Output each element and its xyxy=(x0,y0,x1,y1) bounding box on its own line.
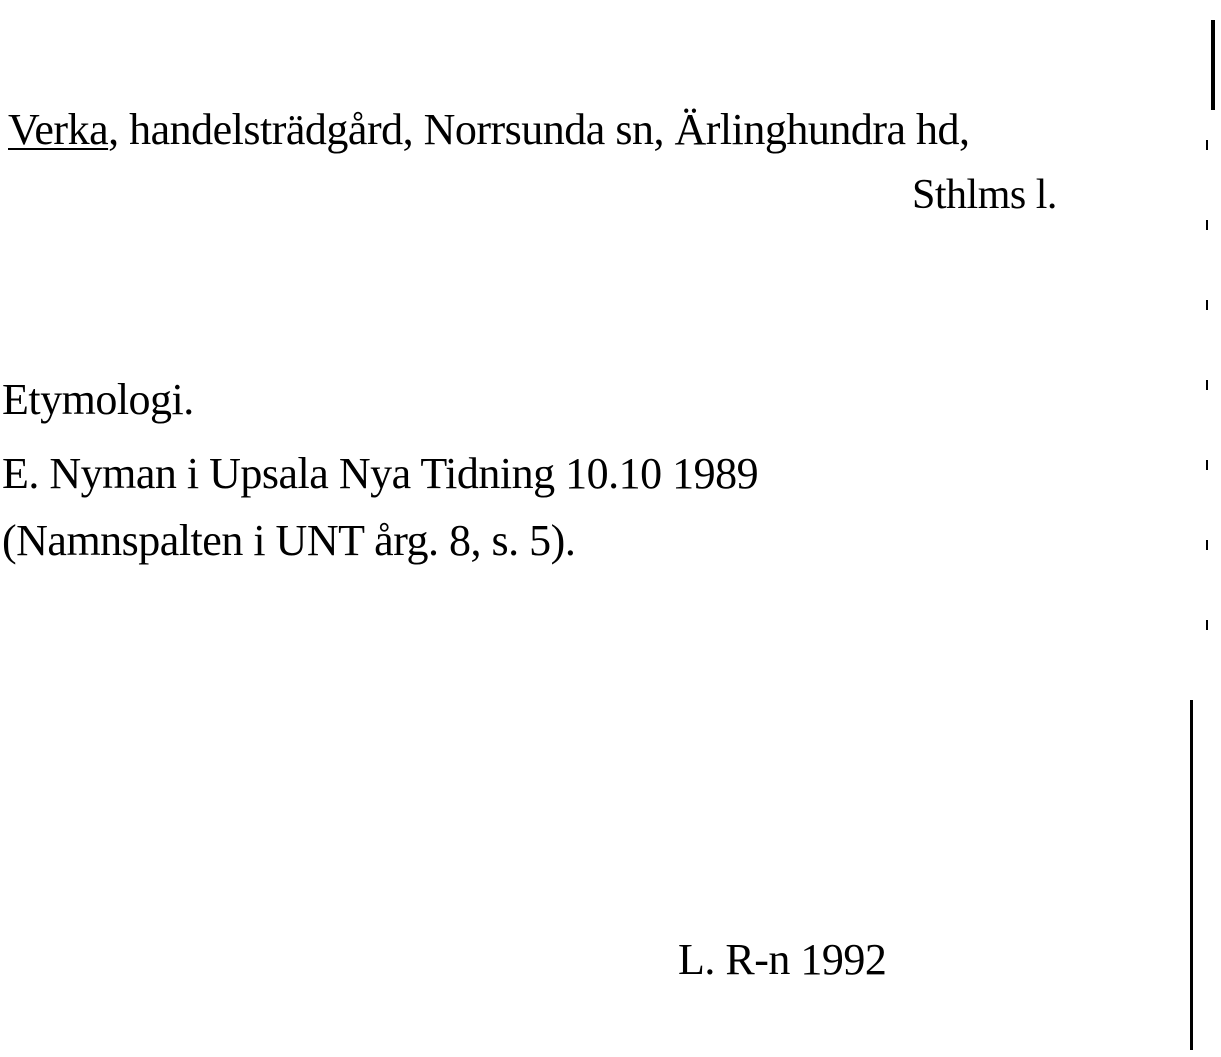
reference-line-2: (Namnspalten i UNT årg. 8, s. 5). xyxy=(2,516,576,565)
signature: L. R-n 1992 xyxy=(678,935,887,984)
section-label: Etymologi. xyxy=(2,375,194,424)
heading-description: , handelsträdgård, Norrsunda sn, Ärlinghundra hd, xyxy=(108,105,970,154)
card-edge-marks xyxy=(1206,140,1208,700)
heading-line-1 xyxy=(8,105,970,154)
heading-line-2: Sthlms l. xyxy=(912,172,1057,218)
card-edge-line xyxy=(1211,20,1215,110)
reference-line-1: E. Nyman i Upsala Nya Tidning 10.10 1989 xyxy=(2,449,759,498)
card-edge-line-lower xyxy=(1190,700,1193,1050)
headword: Verka xyxy=(8,105,109,154)
